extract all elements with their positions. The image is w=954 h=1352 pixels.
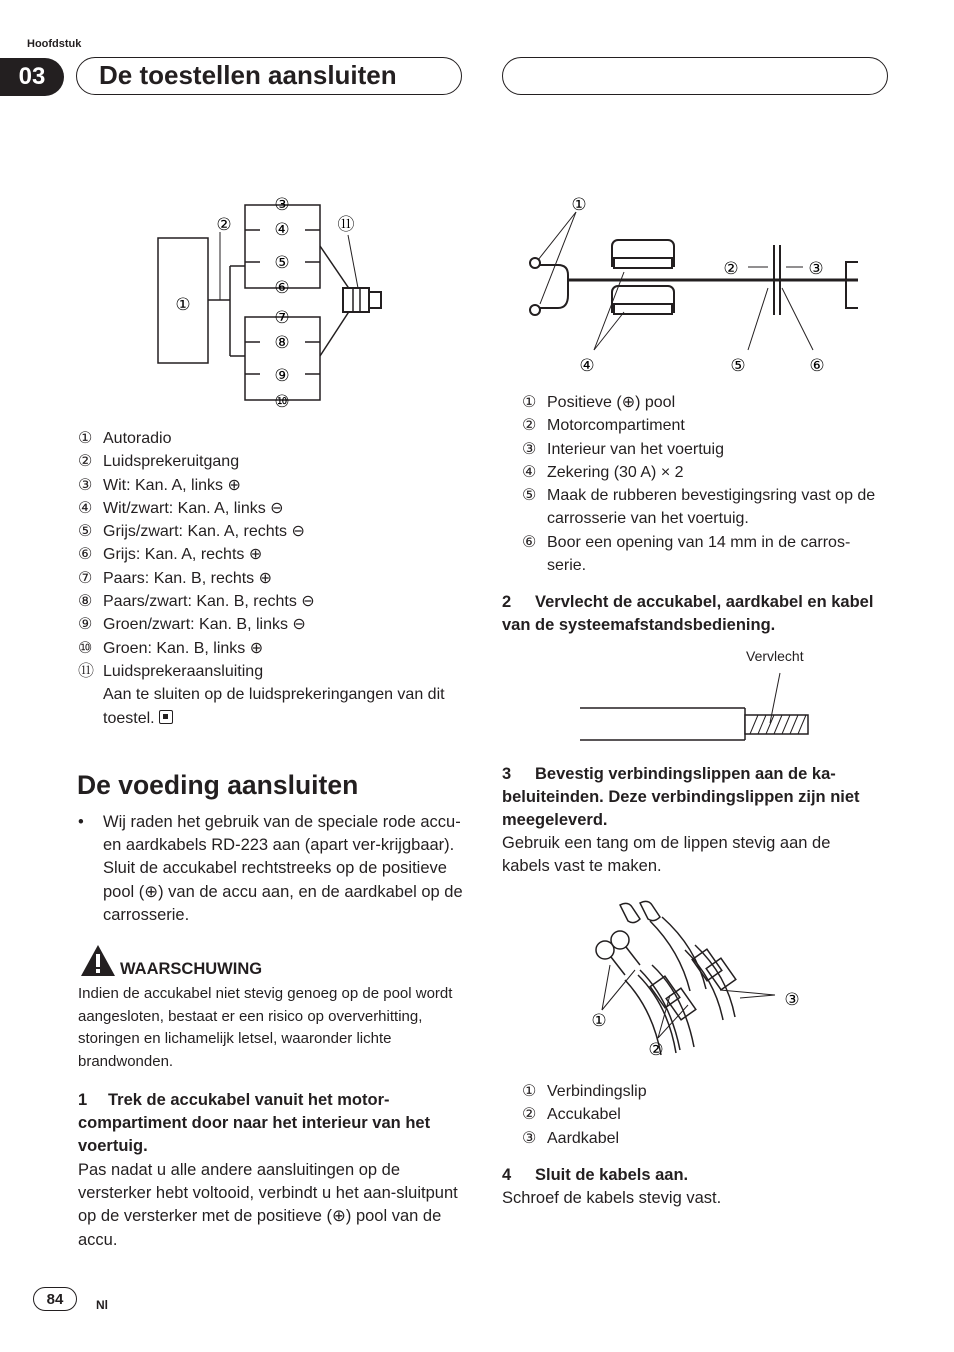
warning-title: WAARSCHUWING <box>120 960 263 978</box>
list-item: ② Accukabel <box>522 1106 621 1124</box>
list-item: ② Motorcompartiment <box>522 417 685 435</box>
list-item: ③ Wit: Kan. A, links ⊕ <box>78 476 241 494</box>
callout-5: ⑤ <box>730 356 746 375</box>
battery-wiring-diagram <box>518 190 868 380</box>
list-item: ① Verbindingslip <box>522 1083 647 1100</box>
callout-7: ⑦ <box>274 308 290 327</box>
list-item: ⑧ Paars/zwart: Kan. B, rechts ⊖ <box>78 593 315 611</box>
callout-5: ⑤ <box>274 253 290 272</box>
twist-label: Vervlecht <box>746 648 804 664</box>
callout-3: ③ <box>784 990 800 1009</box>
speaker-wiring-diagram <box>150 190 400 415</box>
end-mark-icon <box>159 710 173 724</box>
step-4-number: 4 <box>502 1166 512 1184</box>
list-item: ② Luidsprekeruitgang <box>78 453 240 471</box>
callout-2: ② <box>216 215 232 234</box>
warning-icon <box>80 944 116 977</box>
list-item: ③ Aardkabel <box>522 1129 620 1147</box>
twisted-cable-drawing <box>580 668 815 746</box>
list-item: ④ Zekering (30 A) × 2 <box>522 463 684 481</box>
list-item: ① Positieve (⊕) pool <box>522 394 676 411</box>
cable-lugs-drawing <box>580 895 810 1065</box>
list-item: ⑩ Groen: Kan. B, links ⊕ <box>78 639 264 657</box>
section-title: De voeding aansluiten <box>77 770 359 800</box>
lugs-legend <box>522 1080 882 1150</box>
speaker-legend <box>78 427 468 730</box>
list-item: ③ Interieur van het voertuig <box>522 440 724 458</box>
chapter-label: Hoofdstuk <box>27 38 82 50</box>
battery-legend <box>522 391 887 577</box>
callout-1: ① <box>175 295 191 314</box>
chapter-title: De toestellen aansluiten <box>99 60 397 90</box>
callout-10: ⑩ <box>274 392 290 411</box>
step-1-heading: Trek de accukabel vanuit het motor-compartiment door naar het interieur van het voertuig. <box>78 1091 431 1156</box>
callout-3: ③ <box>808 259 824 278</box>
callout-2: ② <box>723 259 739 278</box>
callout-8: ⑧ <box>274 333 290 352</box>
step-2-number: 2 <box>502 593 512 611</box>
step-3-number: 3 <box>502 765 512 783</box>
callout-3: ③ <box>274 195 290 214</box>
step-3-text: Gebruik een tang om de lippen stevig aan de kabels vast te maken. <box>502 834 831 876</box>
callout-1: ① <box>591 1011 607 1030</box>
page-number: 84 <box>33 1287 77 1311</box>
list-item: ① Autoradio <box>78 430 172 447</box>
callout-1: ① <box>571 195 587 214</box>
list-item: ⑦ Paars: Kan. B, rechts ⊕ <box>78 569 273 587</box>
step-4-heading: Sluit de kabels aan. <box>535 1166 689 1184</box>
step-1-text: Pas nadat u alle andere aansluitingen op de versterker hebt voltooid, verbindt u het aan-sluitpunt op de versterker met de positieve (⊕) pool van de accu. <box>78 1161 458 1249</box>
callout-2: ② <box>648 1040 664 1059</box>
list-item-note: Aan te sluiten op de luidsprekeringangen van dit toestel. <box>103 686 445 727</box>
list-item: ⑥ Grijs: Kan. A, rechts ⊕ <box>78 546 263 564</box>
callout-11: ⑪ <box>337 215 355 234</box>
step-1-title: 1 <box>78 1091 88 1109</box>
callout-4: ④ <box>579 356 595 375</box>
language-code: Nl <box>96 1298 108 1312</box>
bullet-item: • Wij raden het gebruik van de speciale rode accu- en aardkabels RD-223 aan (apart ver-krijgbaar). Sluit de accukabel rechtstreeks op de positieve pool (⊕) van de accu aan, en de aardkabel op de carrosserie. <box>78 811 468 927</box>
list-item: ⑨ Groen/zwart: Kan. B, links ⊖ <box>78 616 306 634</box>
list-item: ⑥ Boor een opening van 14 mm in de carros-serie. <box>522 533 851 575</box>
list-item: ⑪ Luidsprekeraansluiting <box>78 662 264 680</box>
list-item: ④ Wit/zwart: Kan. A, links ⊖ <box>78 499 284 517</box>
callout-9: ⑨ <box>274 366 290 385</box>
step-3-heading: Bevestig verbindingslippen aan de ka-beluiteinden. Deze verbindingslippen zijn niet meegeleverd. <box>502 765 860 830</box>
callout-6: ⑥ <box>809 356 825 375</box>
list-item: ⑤ Grijs/zwart: Kan. A, rechts ⊖ <box>78 523 305 541</box>
bullet-icon: • <box>78 813 84 831</box>
list-item: ⑤ Maak de rubberen bevestigingsring vast op de carrosserie van het voertuig. <box>522 487 876 528</box>
callout-6: ⑥ <box>274 278 290 297</box>
warning-text: Indien de accukabel niet stevig genoeg op de pool wordt aangesloten, bestaat er een risico op oververhitting, storingen en lichamelijk letsel, waaronder lichte brandwonden. <box>78 985 453 1070</box>
header-right-frame <box>502 57 888 95</box>
chapter-number: 03 <box>0 58 64 96</box>
step-2-heading: Vervlecht de accukabel, aardkabel en kabel van de systeemafstandsbediening. <box>502 593 874 635</box>
step-4-text: Schroef de kabels stevig vast. <box>502 1189 722 1207</box>
callout-4: ④ <box>274 220 290 239</box>
